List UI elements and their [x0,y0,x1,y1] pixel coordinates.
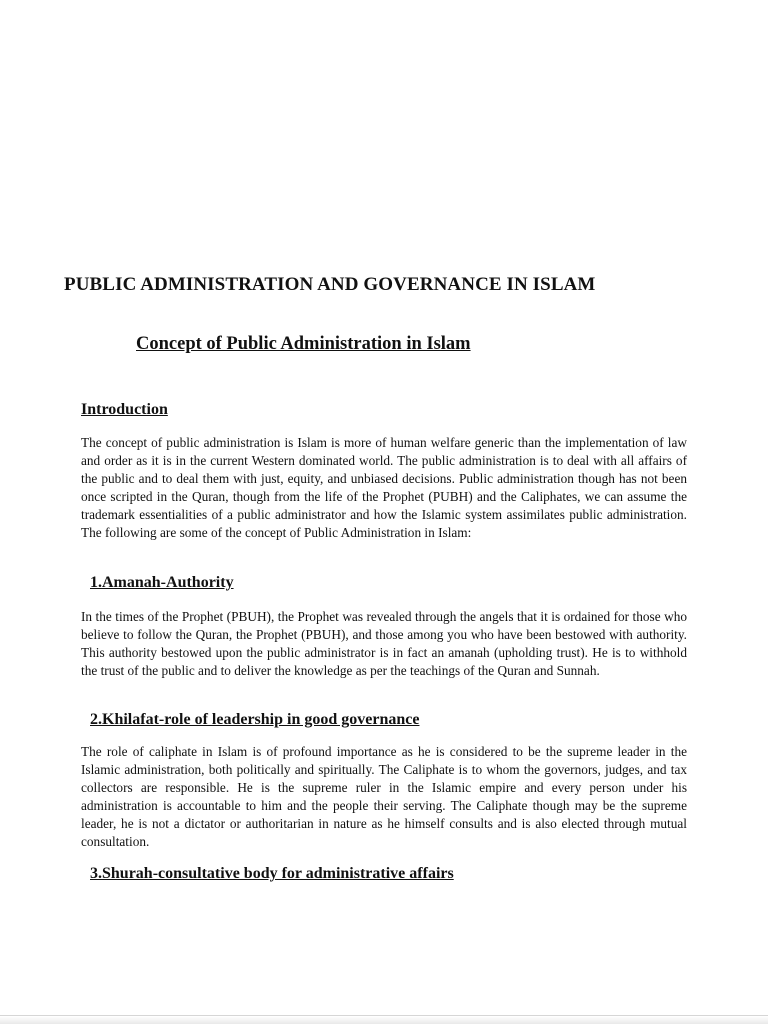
section-heading-amanah: 1.Amanah-Authority [90,574,234,591]
document-title: PUBLIC ADMINISTRATION AND GOVERNANCE IN ISLAM [64,274,596,295]
section-paragraph-khilafat: The role of caliphate in Islam is of profound importance as he is considered to be the supreme leader in the Islamic administration, both politically and spiritually. The Caliphate is to whom the governors, judges, and tax collectors are responsible. He is the supreme ruler in the Islamic empire and every person under his administration is accountable to him and the people their serving. The Caliphate though may be the supreme leader, he is not a dictator or authoritarian in nature as he himself consults and is also elected through mutual consultation. [81,744,687,849]
introduction-paragraph: The concept of public administration is Islam is more of human welfare generic than the implementation of law and order as it is in the current Western dominated world. The public administration is to deal with all affairs of the public and to deal them with just, equity, and unbiased decisions. Public administration though has not been once scripted in the Quran, though from the life of the Prophet (PUBH) and the Caliphates, we can assume the trademark essentialities of a public administrator and how the Islamic system assimilates public administration. The following are some of the concept of Public Administration in Islam: [81,435,687,540]
section-heading-khilafat: 2.Khilafat-role of leadership in good governance [90,711,420,728]
section-paragraph-amanah: In the times of the Prophet (PBUH), the Prophet was revealed through the angels that it is ordained for those who believe to follow the Quran, the Prophet (PBUH), and those among you who have been bestowed with authority. This authority bestowed upon the public administrator is in fact an amanah (upholding trust). He is to withhold the trust of the public and to deliver the knowledge as per the teachings of the Quran and Sunnah. [81,609,687,678]
section-heading-shurah: 3.Shurah-consultative body for administrative affairs [90,865,454,882]
introduction-heading: Introduction [81,401,168,418]
document-subtitle: Concept of Public Administration in Islam [136,334,471,354]
page-bottom-edge [0,1015,768,1024]
